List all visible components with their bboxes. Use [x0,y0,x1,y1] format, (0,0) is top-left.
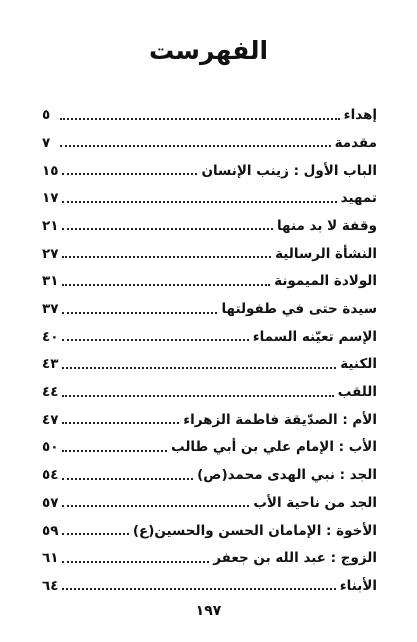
toc-entry [42,344,377,372]
table-of-contents [42,95,377,593]
toc-entry [42,123,377,151]
toc-entry-label: مقدمة [334,134,377,151]
toc-entry-page: ٥٤ [42,467,59,484]
toc-entry-label: الولادة الميمونة [274,273,377,290]
toc-entry-label: تمهيد [340,190,377,207]
dot-leader [62,256,271,258]
toc-entry-label: الكنية [340,356,377,373]
toc-entry-label: النشأة الرسالية [275,245,377,262]
dot-leader [62,478,193,480]
toc-entry [42,372,377,400]
toc-entry [42,538,377,566]
toc-entry-label: الأبناء [339,577,377,594]
toc-entry-label: اللقب [337,384,377,401]
toc-entry-page: ٤٠ [42,328,59,345]
toc-entry [42,510,377,538]
toc-entry [42,566,377,594]
dot-leader [62,339,248,341]
dot-leader [62,284,270,286]
toc-entry-page: ٥٩ [42,522,59,539]
dot-leader [60,118,340,120]
dot-leader [62,201,336,203]
toc-entry-page: ٢٧ [42,245,59,262]
dot-leader [60,145,331,147]
dot-leader [62,173,197,175]
toc-entry-label: إهداء [343,107,377,124]
toc-entry-label: الجد من ناحية الأب [253,494,377,511]
dot-leader [62,312,217,314]
toc-entry-page: ٣١ [42,273,59,290]
toc-entry-label: سيدة حتى في طفولتها [221,301,377,317]
toc-entry [42,483,377,511]
toc-entry [42,95,377,123]
dot-leader [62,422,179,424]
toc-entry [42,427,377,455]
toc-entry-page: ٤٧ [42,411,59,428]
toc-entry [42,455,377,483]
toc-entry-label: الإسم تعيّنه السماء [252,328,377,345]
toc-entry-label: الأخوة : الإمامان الحسن والحسين(ع) [132,522,377,539]
toc-entry-label: الزوج : عبد الله بن جعفر [213,550,377,567]
toc-entry-label: الأب : الإمام علي بن أبي طالب [171,439,377,456]
toc-entry [42,289,377,317]
toc-entry [42,178,377,206]
dot-leader [62,505,249,507]
toc-entry [42,150,377,178]
toc-entry-page: ٢١ [42,217,59,234]
page-number: ١٩٧ [195,603,222,619]
dot-leader [62,561,209,563]
toc-entry-page: ٥ [42,107,51,124]
toc-entry-page: ٤٣ [42,356,59,373]
dot-leader [62,395,333,397]
toc-entry-page: ٦٤ [42,577,59,594]
toc-entry-page: ٤٤ [42,384,59,401]
toc-entry [42,233,377,261]
toc-entry [42,206,377,234]
toc-entry-page: ١٥ [42,162,59,179]
toc-entry-label: الجد : نبي الهدى محمد(ص) [197,467,377,484]
toc-entry-page: ٣٧ [42,301,59,317]
dot-leader [62,367,336,369]
dot-leader [62,450,167,452]
toc-entry-page: ١٧ [42,190,59,207]
dot-leader [62,533,128,535]
toc-entry-page: ٦١ [42,550,59,567]
toc-entry-page: ٥٠ [42,439,59,456]
toc-entry-label: الباب الأول : زينب الإنسان [201,162,377,179]
toc-entry-label: الأم : الصدّيقة فاطمة الزهراء [183,411,377,428]
dot-leader [62,228,273,230]
toc-entry-page: ٧ [42,134,51,151]
toc-entry [42,317,377,345]
toc-entry-label: وقفة لا بد منها [276,217,377,234]
toc-entry-page: ٥٧ [42,494,59,511]
toc-entry [42,400,377,428]
page-title: الفهرست [148,36,269,65]
toc-entry [42,261,377,289]
dot-leader [62,588,335,590]
